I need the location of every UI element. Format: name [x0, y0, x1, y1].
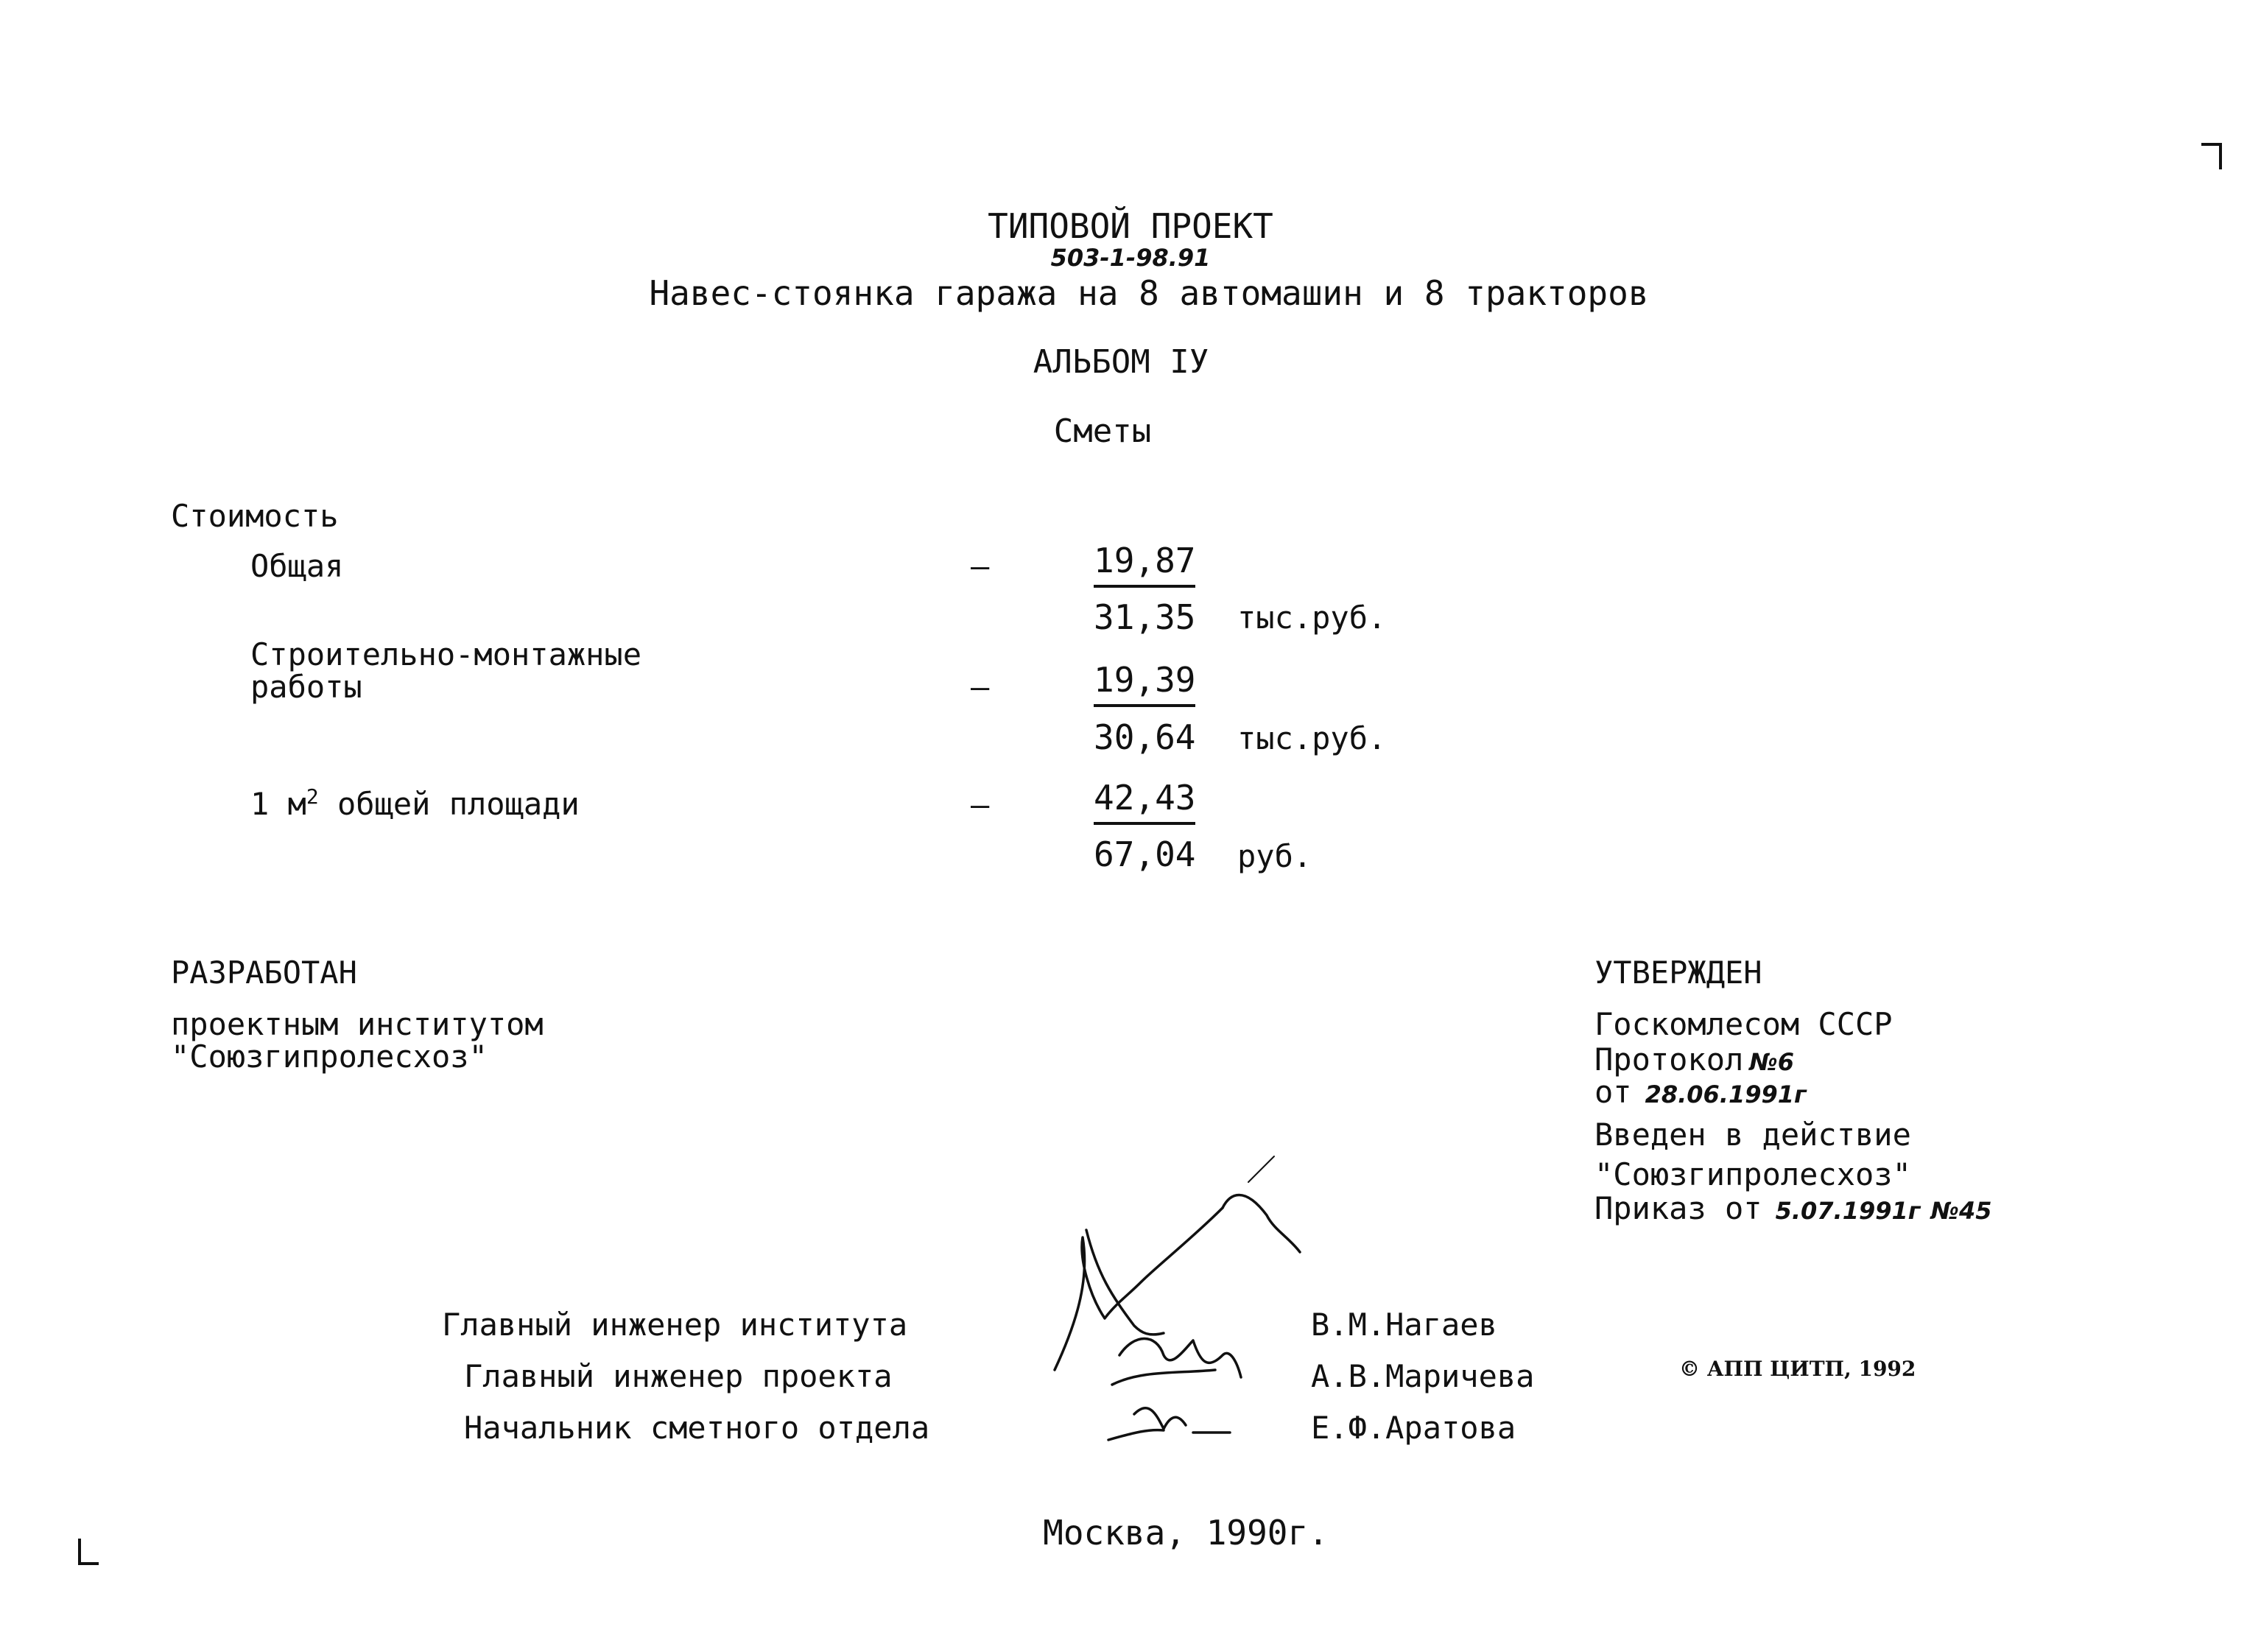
developed-line: проектным институтом: [171, 1006, 544, 1042]
corner-mark-top-right: [2198, 140, 2228, 173]
cost-dash: –: [971, 787, 990, 823]
approved-line: Госкомлесом СССР: [1594, 1006, 1893, 1042]
section-label: Сметы: [1053, 412, 1152, 450]
cost-label: Строительно-монтажные: [250, 636, 642, 672]
cost-denominator: 30,64: [1094, 717, 1196, 757]
corner-mark-bottom-left: [74, 1536, 103, 1569]
project-number: 503-1-98.91: [1050, 244, 1211, 272]
footer-city-year: Москва, 1990г.: [1043, 1513, 1329, 1553]
cost-label-continued: работы: [250, 669, 362, 705]
developed-heading: РАЗРАБОТАН: [171, 955, 357, 991]
copyright: © АПП ЦИТП, 1992: [1679, 1357, 1916, 1381]
cost-unit: руб.: [1237, 838, 1312, 874]
cost-label: Общая: [250, 548, 344, 584]
protocol-number: №6: [1749, 1048, 1795, 1076]
cost-numerator: 42,43: [1094, 778, 1195, 825]
document-title: ТИПОВОЙ ПРОЕКТ: [988, 206, 1273, 246]
document-subtitle: Навес-стоянка гаража на 8 автомашин и 8 тракторов: [649, 273, 1649, 313]
album-label: АЛЬБОМ IУ: [1033, 343, 1209, 381]
cost-dash: –: [971, 669, 990, 705]
cost-label: 1 $м^2$ общей площади: [250, 784, 580, 822]
handwritten-signatures: [1046, 1149, 1311, 1458]
developed-institute: "Союзгипролесхоз": [171, 1038, 488, 1075]
protocol-date: 28.06.1991г: [1645, 1080, 1807, 1108]
signature-name: В.М.Нагаев: [1311, 1307, 1497, 1343]
approved-institute: "Союзгипролесхоз": [1594, 1156, 1911, 1192]
cost-denominator: 67,04: [1094, 834, 1196, 874]
approved-order: Приказ от 5.07.1991г №45: [1594, 1190, 1992, 1226]
cost-dash: –: [971, 548, 990, 584]
order-number: №45: [1930, 1197, 1992, 1225]
signature-name: А.В.Маричева: [1311, 1358, 1535, 1394]
cost-numerator: 19,39: [1094, 660, 1195, 707]
cost-unit: тыс.руб.: [1237, 600, 1387, 636]
signature-position: Главный инженер института: [442, 1307, 908, 1343]
approved-protocol: Протокол №6: [1594, 1041, 1795, 1078]
approved-enacted: Введен в действие: [1594, 1117, 1911, 1153]
signature-position: Главный инженер проекта: [464, 1358, 893, 1394]
cost-unit: тыс.руб.: [1237, 720, 1387, 756]
cost-heading: Стоимость: [171, 498, 339, 534]
signature-name: Е.Ф.Аратова: [1311, 1410, 1516, 1446]
approved-heading: УТВЕРЖДЕН: [1594, 955, 1762, 991]
signature-position: Начальник сметного отдела: [464, 1410, 930, 1446]
cost-numerator: 19,87: [1094, 541, 1195, 588]
approved-protocol-date: от 28.06.1991г: [1594, 1074, 1807, 1110]
cost-denominator: 31,35: [1094, 597, 1196, 637]
order-date: 5.07.1991г: [1775, 1197, 1921, 1225]
